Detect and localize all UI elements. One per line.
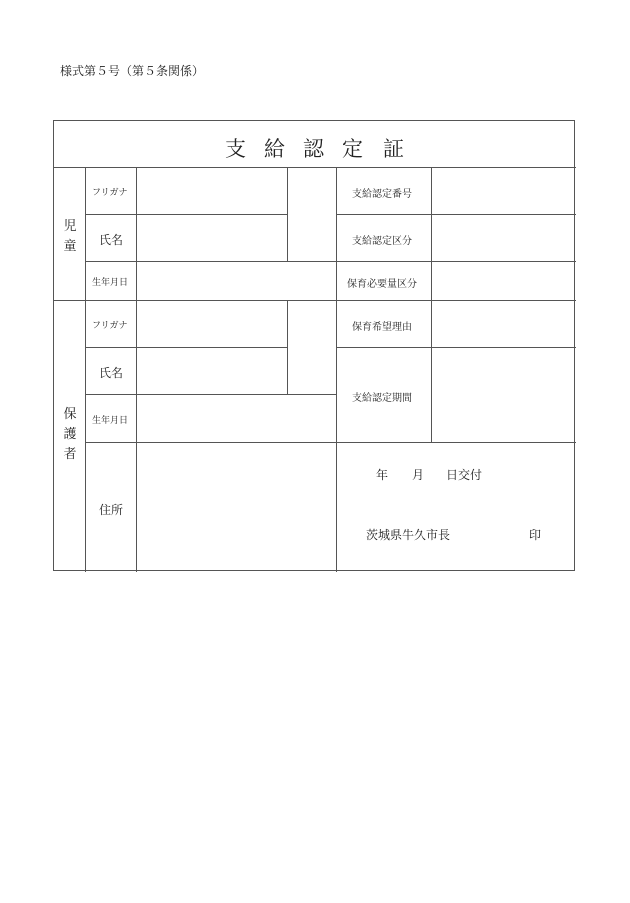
certificate-form: [53, 120, 575, 571]
child-label: 児 童: [63, 219, 77, 254]
period-label: 支給認定期間: [352, 393, 412, 404]
cert-category-label: 支給認定区分: [352, 236, 412, 247]
cert-number-label: 支給認定番号: [352, 189, 412, 200]
title-char-3: 認: [303, 137, 324, 161]
divider: [85, 167, 86, 572]
divider: [85, 214, 287, 215]
divider: [431, 167, 432, 442]
divider: [85, 261, 576, 262]
child-name-label: 氏名: [99, 233, 124, 247]
guardian-birthdate-label: 生年月日: [92, 416, 129, 426]
issuer-name: 茨城県牛久市長: [366, 528, 451, 542]
divider: [85, 394, 336, 395]
guardian-address-label: 住所: [99, 503, 124, 517]
divider: [136, 167, 137, 572]
guardian-name-label: 氏名: [99, 366, 124, 380]
child-furigana-label: フリガナ: [92, 188, 128, 198]
section-divider: [54, 300, 576, 301]
divider: [336, 214, 576, 215]
child-birthdate-label: 生年月日: [92, 278, 129, 288]
title-char-4: 定: [342, 137, 363, 161]
divider: [85, 347, 287, 348]
issue-month: 月: [412, 468, 425, 482]
title-char-2: 給: [264, 137, 285, 161]
form-number: 様式第５号（第５条関係）: [60, 64, 205, 78]
care-need-label: 保育必要量区分: [347, 279, 417, 290]
divider: [336, 167, 337, 572]
title-char-5: 証: [383, 137, 404, 161]
title-divider: [54, 167, 576, 168]
guardian-furigana-label: フリガナ: [92, 321, 128, 331]
issue-day: 日交付: [446, 468, 483, 482]
seal-mark: 印: [529, 528, 542, 542]
issue-year: 年: [376, 468, 389, 482]
divider: [287, 300, 288, 394]
title-char-1: 支: [225, 137, 246, 161]
reason-label: 保育希望理由: [352, 322, 412, 333]
divider: [85, 442, 576, 443]
guardian-label: 保 護 者: [63, 407, 77, 462]
divider: [336, 347, 576, 348]
divider: [287, 167, 288, 261]
